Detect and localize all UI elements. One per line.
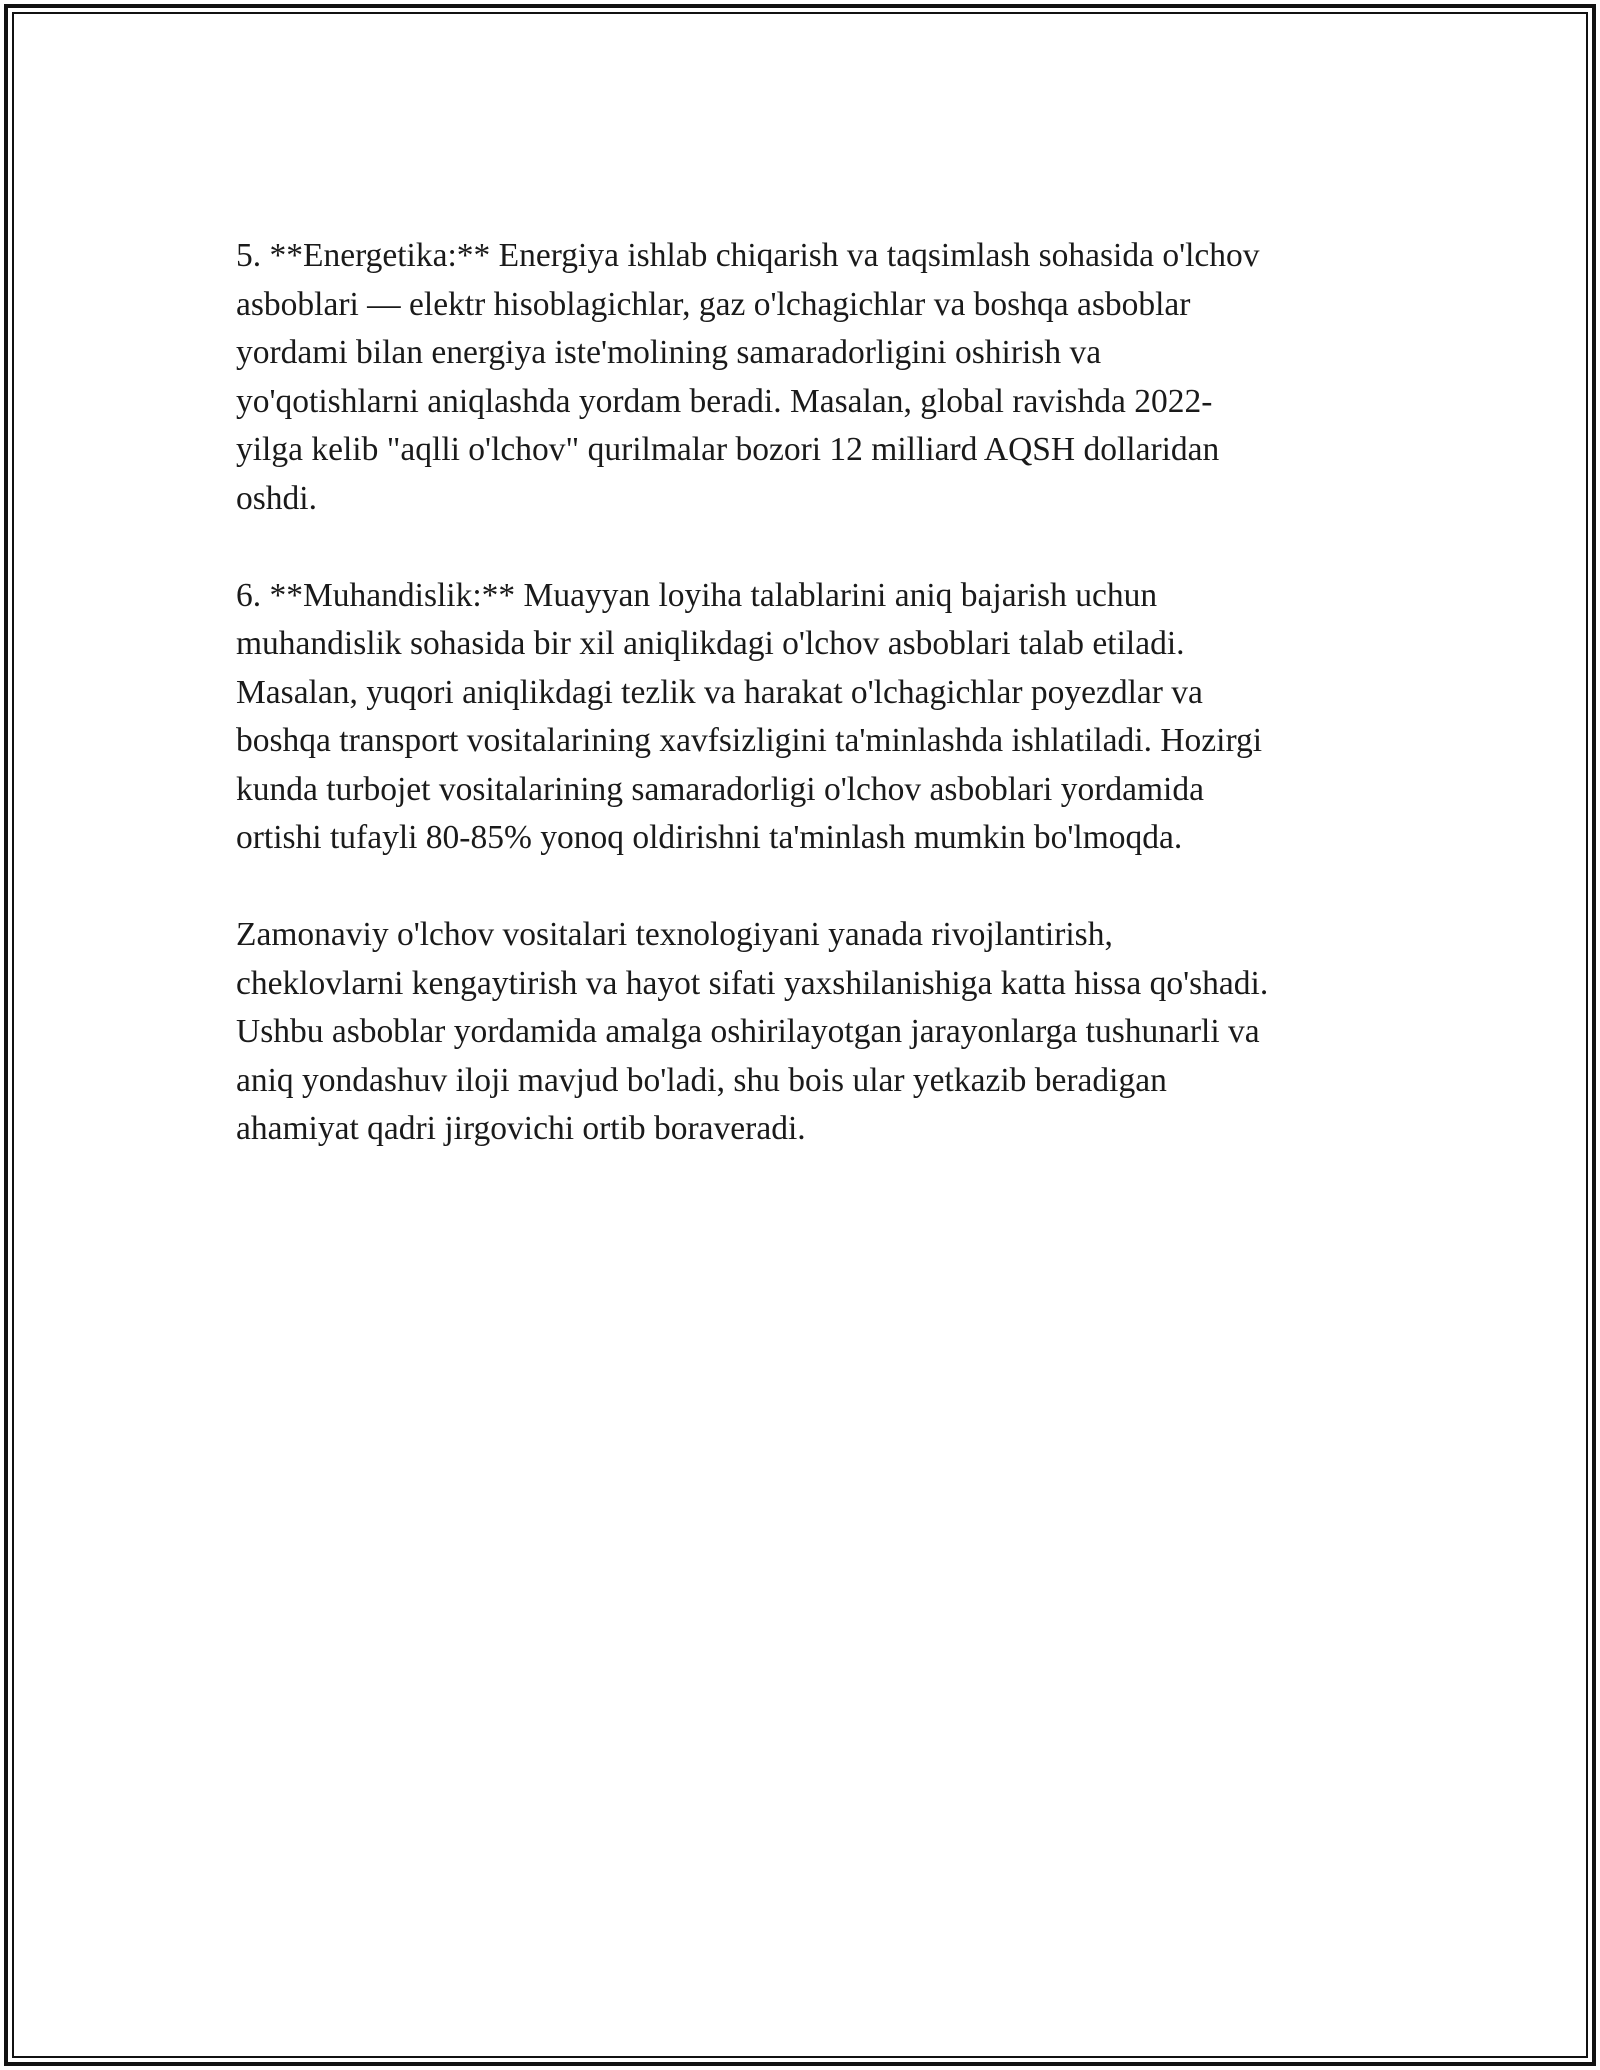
text-line: Zamonaviy o'lchov vositalari texnologiyani yanada rivojlantirish, — [236, 916, 1113, 953]
text-line: cheklovlarni kengaytirish va hayot sifati yaxshilanishiga katta hissa qo'shadi. — [236, 964, 1269, 1002]
text-line: yo'qotishlarni aniqlashda yordam beradi. Masalan, global ravishda 2022- — [236, 382, 1213, 420]
paragraph-muhandislik — [236, 572, 1366, 863]
paragraph-conclusion — [236, 911, 1366, 1154]
text-line: 6. **Muhandislik:** Muayyan loyiha talablarini aniq bajarish uchun — [236, 576, 1158, 614]
paragraph-energetika — [236, 232, 1366, 523]
text-line: 5. **Energetika:** Energiya ishlab chiqarish va taqsimlash sohasida o'lchov — [236, 237, 1260, 274]
text-line: oshdi. — [236, 479, 317, 517]
text-line: kunda turbojet vositalarining samaradorligi o'lchov asboblari yordamida — [236, 770, 1204, 808]
text-line: Ushbu asboblar yordamida amalga oshirilayotgan jarayonlarga tushunarli va — [236, 1013, 1260, 1050]
text-line: aniq yondashuv iloji mavjud bo'ladi, shu bois ular yetkazib beradigan — [236, 1061, 1167, 1099]
text-line: ahamiyat qadri jirgovichi ortib boraveradi. — [236, 1110, 806, 1147]
text-line: muhandislik sohasida bir xil aniqlikdagi o'lchov asboblari talab etiladi. — [236, 625, 1185, 662]
text-line: ortishi tufayli 80-85% yonoq oldirishni ta'minlash mumkin bo'lmoqda. — [236, 819, 1183, 856]
text-line: Masalan, yuqori aniqlikdagi tezlik va harakat o'lchagichlar poyezdlar va — [236, 673, 1203, 711]
text-line: yilga kelib "aqlli o'lchov" qurilmalar bozori 12 milliard AQSH dollaridan — [236, 431, 1220, 468]
text-line: asboblari — elektr hisoblagichlar, gaz o'lchagichlar va boshqa asboblar — [236, 285, 1191, 323]
document-body — [236, 232, 1366, 1202]
text-line: boshqa transport vositalarining xavfsizligini ta'minlashda ishlatiladi. Hozirgi — [236, 722, 1263, 759]
text-line: yordami bilan energiya iste'molining samaradorligini oshirish va — [236, 334, 1102, 371]
